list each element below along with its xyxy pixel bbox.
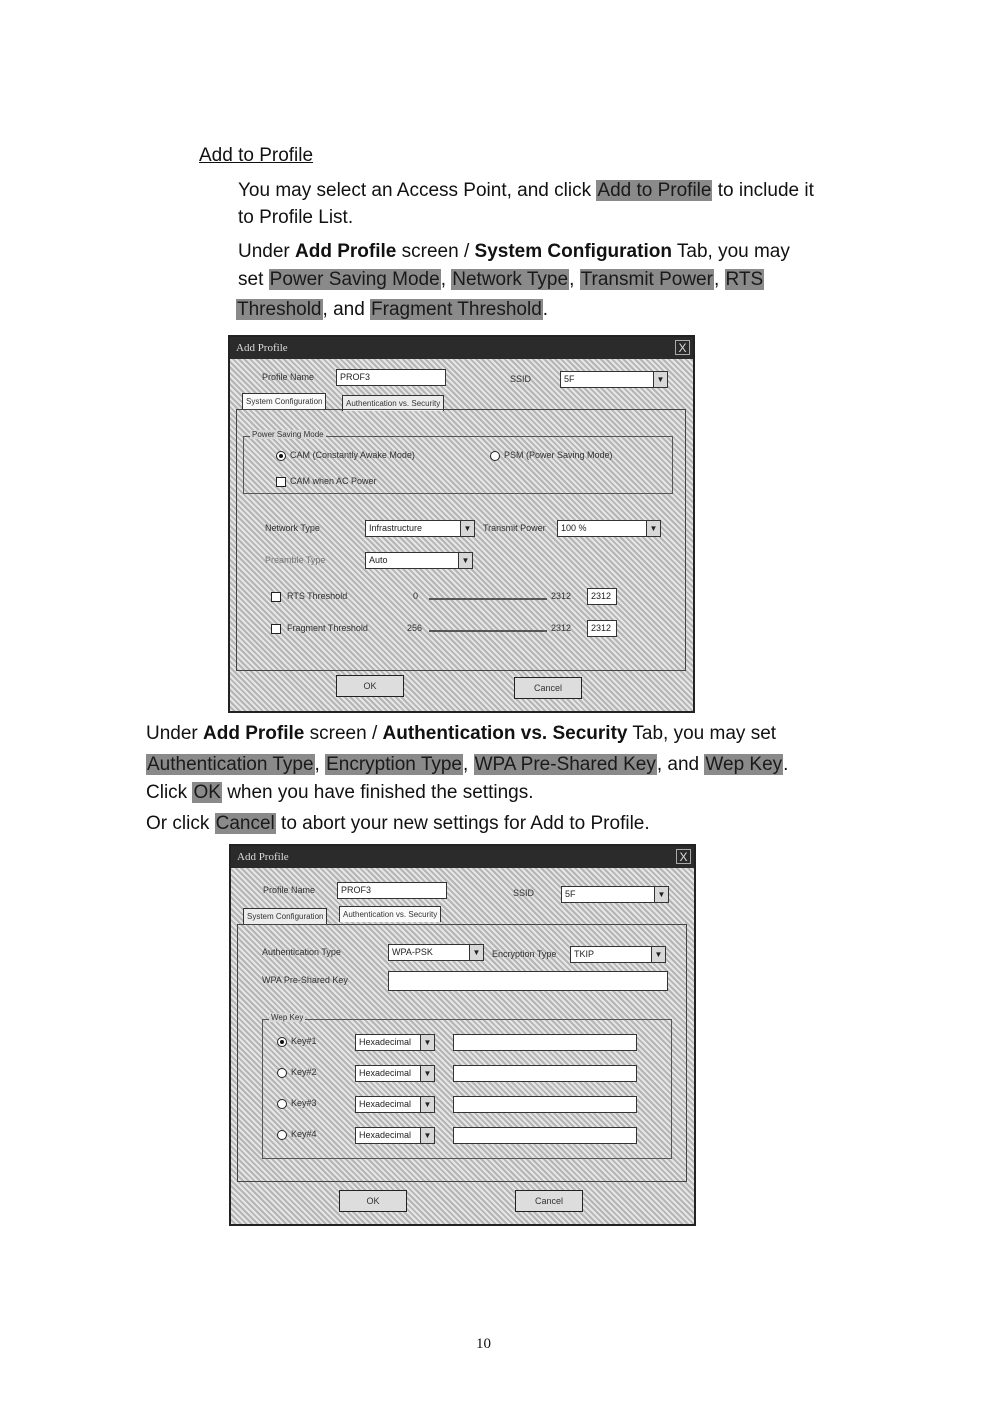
page-number: 10	[476, 1336, 491, 1352]
key2-radio[interactable]	[277, 1068, 287, 1078]
chevron-down-icon[interactable]: ▼	[420, 1035, 434, 1050]
rts-min-label: 0	[413, 591, 419, 601]
para2-line1	[238, 240, 790, 264]
highlight-rts: RTS	[725, 269, 764, 290]
close-icon[interactable]: X	[675, 340, 690, 355]
key1-radio[interactable]	[277, 1037, 287, 1047]
para1-text-end: to include it	[717, 180, 814, 201]
network-type-value: Infrastructure	[369, 523, 423, 533]
encryption-type-label: Encryption Type	[492, 949, 557, 959]
para3-bold-add-profile: Add Profile	[203, 723, 305, 744]
auth-security-panel	[237, 924, 687, 1182]
profile-name-input[interactable]: PROF3	[337, 882, 447, 899]
authentication-type-label: Authentication Type	[262, 947, 341, 957]
transmit-power-select[interactable]	[557, 520, 661, 537]
ssid-select[interactable]	[561, 886, 669, 903]
para2-bold-system-config: System Configuration	[474, 241, 672, 262]
para3-text: Tab, you may set	[632, 723, 777, 744]
wpa-psk-input[interactable]	[388, 971, 668, 991]
para2-text: Tab, you may	[676, 241, 790, 262]
transmit-power-label: Transmit Power	[483, 523, 546, 533]
highlight-power-saving-mode: Power Saving Mode	[269, 269, 440, 290]
highlight-wpa-psk: WPA Pre-Shared Key	[474, 754, 656, 775]
para2-bold-add-profile: Add Profile	[295, 241, 397, 262]
highlight-add-to-profile: Add to Profile	[597, 180, 712, 201]
para3-bold-auth-security: Authentication vs. Security	[382, 723, 628, 744]
rts-max-label: 2312	[551, 591, 572, 601]
rts-threshold-input[interactable]: 2312	[587, 588, 617, 605]
key3-format-select[interactable]	[355, 1096, 435, 1113]
para3-line4	[146, 812, 650, 836]
para2-text: screen /	[401, 241, 470, 262]
para3-text: to abort your new settings for Add to Profile.	[281, 813, 650, 834]
chevron-down-icon[interactable]: ▼	[420, 1066, 434, 1081]
key4-radio[interactable]	[277, 1130, 287, 1140]
cam-ac-power-label: CAM when AC Power	[290, 476, 377, 486]
key2-format-value: Hexadecimal	[359, 1068, 412, 1078]
para3-text: Or click	[146, 813, 210, 834]
para3-text: Click	[146, 782, 188, 803]
section-title: Add to Profile	[199, 145, 314, 166]
rts-threshold-slider[interactable]	[429, 598, 547, 600]
para3-text: when you have finished the settings.	[227, 782, 534, 803]
preamble-value: Auto	[369, 555, 388, 565]
highlight-threshold: Threshold	[237, 299, 322, 320]
ok-button[interactable]: OK	[339, 1190, 407, 1212]
para3-line1	[146, 722, 776, 746]
ssid-label: SSID	[513, 888, 535, 898]
tab-authentication-security[interactable]: Authentication vs. Security	[339, 906, 441, 922]
chevron-down-icon[interactable]: ▼	[653, 372, 667, 387]
transmit-power-value: 100 %	[561, 523, 587, 533]
para2-line3: Threshold, and Fragment Threshold.	[237, 299, 549, 320]
para3-text: and	[667, 754, 700, 775]
chevron-down-icon[interactable]: ▼	[420, 1128, 434, 1143]
highlight-encryption-type: Encryption Type	[326, 754, 463, 775]
chevron-down-icon[interactable]: ▼	[651, 947, 665, 962]
ok-button[interactable]: OK	[336, 675, 404, 697]
close-icon[interactable]: X	[676, 849, 691, 864]
para2-text: set	[238, 269, 264, 290]
para3-text: screen /	[309, 723, 378, 744]
tab-system-configuration[interactable]: System Configuration	[242, 393, 326, 409]
cancel-button[interactable]: Cancel	[515, 1190, 583, 1212]
para3-text: Under	[146, 723, 198, 744]
key1-label: Key#1	[291, 1036, 317, 1046]
cam-label: CAM (Constantly Awake Mode)	[290, 450, 415, 460]
wep-key-group	[262, 1013, 672, 1159]
profile-name-label: Profile Name	[263, 885, 316, 895]
fragment-threshold-input[interactable]: 2312	[587, 620, 617, 637]
para2-line2: set Power Saving Mode, Network Type, Transmit Power, RTS	[238, 269, 764, 290]
wep-key-group-title: Wep Key	[271, 1013, 304, 1022]
profile-name-input[interactable]: PROF3	[336, 369, 446, 386]
fragment-min-label: 256	[407, 623, 423, 633]
key4-input[interactable]	[453, 1127, 637, 1144]
fragment-threshold-slider[interactable]	[429, 630, 547, 632]
ssid-value: 5F	[565, 889, 576, 899]
key1-format-value: Hexadecimal	[359, 1037, 412, 1047]
dialog-titlebar: Add Profile	[231, 846, 694, 868]
ssid-select[interactable]	[560, 371, 668, 388]
preamble-select[interactable]	[365, 552, 473, 569]
para1-text: You may select an Access Point, and click	[238, 180, 592, 201]
key1-input[interactable]	[453, 1034, 637, 1051]
chevron-down-icon[interactable]: ▼	[460, 521, 474, 536]
add-profile-dialog-system	[228, 335, 695, 713]
rts-threshold-label: RTS Threshold	[287, 591, 348, 601]
highlight-ok: OK	[193, 782, 221, 803]
para3-line3	[146, 781, 534, 805]
authentication-type-value: WPA-PSK	[392, 947, 433, 957]
highlight-authentication-type: Authentication Type	[147, 754, 314, 775]
authentication-type-select[interactable]	[388, 944, 484, 961]
highlight-wep-key: Wep Key	[705, 754, 783, 775]
rts-threshold-checkbox[interactable]	[271, 592, 281, 602]
wpa-psk-label: WPA Pre-Shared Key	[262, 975, 348, 985]
tab-system-configuration[interactable]: System Configuration	[243, 908, 327, 924]
para2-text: and	[333, 299, 365, 320]
highlight-network-type: Network Type	[452, 269, 569, 290]
ssid-label: SSID	[510, 374, 532, 384]
key2-format-select[interactable]	[355, 1065, 435, 1082]
key3-format-value: Hexadecimal	[359, 1099, 412, 1109]
psm-label: PSM (Power Saving Mode)	[504, 450, 613, 460]
highlight-cancel: Cancel	[215, 813, 275, 834]
para2-text: Under	[238, 241, 290, 262]
highlight-fragment-threshold: Fragment Threshold	[371, 299, 542, 320]
fragment-max-label: 2312	[551, 623, 572, 633]
key3-label: Key#3	[291, 1098, 317, 1108]
network-type-select[interactable]	[365, 520, 475, 537]
chevron-down-icon[interactable]: ▼	[646, 521, 660, 536]
cam-ac-power-checkbox[interactable]	[276, 477, 286, 487]
key3-input[interactable]	[453, 1096, 637, 1113]
power-saving-group-title: Power Saving Mode	[252, 430, 324, 439]
ssid-value: 5F	[564, 374, 575, 384]
psm-radio[interactable]	[490, 451, 500, 461]
highlight-transmit-power: Transmit Power	[580, 269, 713, 290]
key1-format-select[interactable]	[355, 1034, 435, 1051]
system-config-panel	[236, 409, 686, 671]
key4-format-value: Hexadecimal	[359, 1130, 412, 1140]
chevron-down-icon[interactable]: ▼	[469, 945, 483, 960]
key3-radio[interactable]	[277, 1099, 287, 1109]
add-profile-dialog-auth	[229, 844, 696, 1226]
key4-label: Key#4	[291, 1129, 317, 1139]
para3-line2: Authentication Type, Encryption Type, WPA Pre-Shared Key, and Wep Key.	[147, 754, 789, 775]
power-saving-group	[243, 430, 673, 494]
preamble-label: Preamble Type	[265, 555, 326, 565]
para1-line2: to Profile List.	[238, 207, 354, 228]
key4-format-select[interactable]	[355, 1127, 435, 1144]
fragment-threshold-label: Fragment Threshold	[287, 623, 368, 633]
chevron-down-icon[interactable]: ▼	[420, 1097, 434, 1112]
dialog-titlebar: Add Profile	[230, 337, 693, 359]
chevron-down-icon[interactable]: ▼	[654, 887, 668, 902]
para1-line1	[238, 179, 814, 203]
key2-label: Key#2	[291, 1067, 317, 1077]
cam-radio[interactable]	[276, 451, 286, 461]
chevron-down-icon[interactable]: ▼	[458, 553, 472, 568]
key2-input[interactable]	[453, 1065, 637, 1082]
encryption-type-value: TKIP	[574, 949, 595, 959]
fragment-threshold-checkbox[interactable]	[271, 624, 281, 634]
tab-authentication-security[interactable]: Authentication vs. Security	[342, 395, 444, 411]
network-type-label: Network Type	[265, 523, 320, 533]
encryption-type-select[interactable]	[570, 946, 666, 963]
cancel-button[interactable]: Cancel	[514, 677, 582, 699]
profile-name-label: Profile Name	[262, 372, 315, 382]
